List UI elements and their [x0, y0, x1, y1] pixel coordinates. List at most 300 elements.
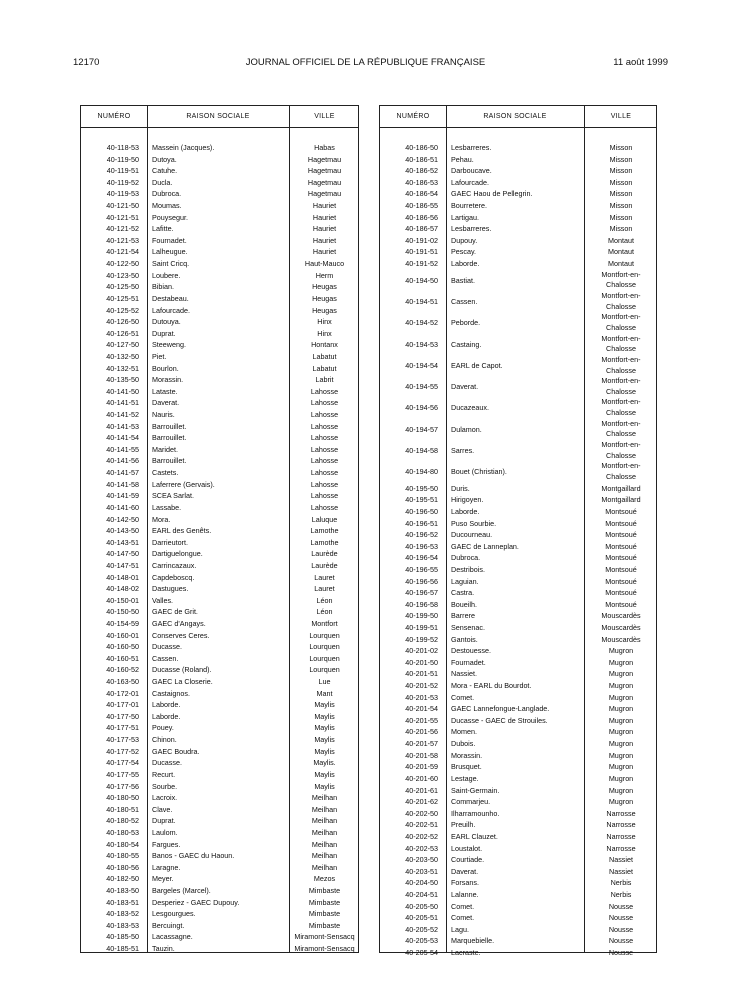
table-row [81, 397, 358, 409]
cell-raison-sociale: Saint Cricq. [152, 259, 190, 269]
cell-numero: 40-143-50 [106, 526, 139, 536]
table-row [81, 943, 358, 955]
cell-numero: 40-119-51 [106, 166, 139, 176]
cell-numero: 40-202-53 [405, 843, 438, 853]
cell-numero: 40-163-50 [106, 677, 139, 687]
cell-ville: Lahosse [310, 502, 339, 512]
cell-ville: Nousse [608, 901, 634, 911]
cell-ville: Nousse [608, 913, 634, 923]
cell-ville: Mouscardès [601, 622, 641, 632]
cell-ville: Lahosse [310, 410, 339, 420]
cell-numero: 40-119-52 [106, 177, 139, 187]
cell-ville: Lahosse [310, 398, 339, 408]
cell-ville: Montfort-en-Chalosse [601, 354, 641, 375]
cell-ville: Montsoué [605, 553, 637, 563]
table-row [380, 212, 656, 224]
cell-ville: Nerbis [610, 890, 632, 899]
cell-raison-sociale: Valles. [152, 595, 174, 605]
cell-raison-sociale: Capdeboscq. [152, 572, 195, 582]
header-numero: NUMÉRO [396, 113, 430, 120]
table-row [81, 653, 358, 665]
cell-ville: Meilhan [311, 793, 338, 803]
cell-raison-sociale: Tauzin. [152, 944, 175, 954]
cell-ville: Misson [609, 166, 633, 176]
cell-ville: Misson [609, 143, 633, 152]
cell-numero: 40-121-53 [106, 235, 139, 245]
table-row [380, 440, 656, 461]
cell-raison-sociale: Fournadet. [152, 235, 187, 245]
publication-date: 11 août 1999 [613, 57, 668, 68]
cell-raison-sociale: Dupouy. [451, 235, 478, 245]
table-row [380, 889, 656, 901]
table-row [380, 564, 656, 576]
cell-numero: 40-177-55 [106, 769, 139, 779]
cell-raison-sociale: Mora. [152, 514, 171, 524]
cell-raison-sociale: Courtiade. [451, 855, 485, 865]
header-numero: NUMÉRO [97, 113, 131, 120]
cell-ville: Léon [316, 595, 333, 605]
table-row [380, 738, 656, 750]
table-row [380, 188, 656, 200]
cell-numero: 40-119-50 [106, 154, 139, 164]
cell-raison-sociale: GAEC d'Angays. [152, 618, 206, 628]
cell-raison-sociale: Bibian. [152, 282, 174, 292]
cell-raison-sociale: Moumas. [152, 201, 182, 211]
cell-raison-sociale: Dartiguelongue. [152, 549, 203, 559]
cell-numero: 40-203-50 [405, 855, 438, 865]
table-row [380, 518, 656, 530]
cell-numero: 40-177-51 [106, 723, 139, 733]
cell-numero: 40-141-54 [106, 433, 139, 443]
cell-ville: Hagetmau [307, 189, 342, 199]
cell-numero: 40-121-50 [106, 201, 139, 211]
table-row [81, 897, 358, 909]
table-row [81, 699, 358, 711]
cell-numero: 40-194-55 [405, 382, 438, 392]
table-row [81, 920, 358, 932]
cell-numero: 40-121-54 [106, 247, 139, 257]
cell-ville: Mugron [608, 773, 634, 783]
cell-numero: 40-125-51 [106, 293, 139, 303]
cell-raison-sociale: Daverat. [451, 382, 479, 392]
cell-ville: Miramont-Sensacq [294, 944, 355, 954]
table-row [81, 862, 358, 874]
cell-ville: Lahosse [310, 433, 339, 443]
cell-ville: Hagetmau [307, 177, 342, 187]
table-row [81, 316, 358, 328]
cell-numero: 40-201-62 [405, 797, 438, 807]
cell-ville: Maylis [314, 746, 335, 756]
table-row [380, 200, 656, 212]
cell-raison-sociale: Lacassagne. [152, 932, 193, 942]
cell-raison-sociale: Laguian. [451, 576, 479, 586]
left-table [80, 105, 359, 953]
cell-raison-sociale: Bouet (Christian). [451, 467, 507, 477]
cell-ville: Montsoué [605, 506, 637, 516]
cell-ville: Montaut [608, 259, 634, 269]
cell-raison-sociale: GAEC Lannefongue-Langlade. [451, 704, 550, 714]
cell-numero: 40-180-55 [106, 851, 139, 861]
cell-numero: 40-194-52 [405, 318, 438, 328]
table-row [380, 657, 656, 669]
cell-numero: 40-196-52 [405, 530, 438, 540]
table-row [81, 281, 358, 293]
cell-numero: 40-135-50 [106, 375, 139, 385]
cell-numero: 40-141-57 [106, 468, 139, 478]
cell-numero: 40-141-56 [106, 456, 139, 466]
cell-raison-sociale: Pehau. [451, 154, 474, 164]
cell-numero: 40-185-50 [106, 932, 139, 942]
table-row [81, 676, 358, 688]
table-row [81, 781, 358, 793]
cell-ville: Lauret [314, 572, 335, 582]
cell-ville: Montfort-en-Chalosse [601, 397, 641, 418]
cell-raison-sociale: Commarjeu. [451, 797, 491, 807]
cell-raison-sociale: Laborde. [451, 506, 480, 516]
cell-ville: Mimbaste [308, 920, 341, 930]
cell-ville: Miramont-Sensacq [294, 932, 355, 942]
cell-ville: Mugron [608, 646, 634, 656]
table-row [81, 293, 358, 305]
cell-raison-sociale: Sarres. [451, 446, 475, 456]
cell-raison-sociale: Laborde. [152, 711, 181, 721]
cell-ville: Maylis [314, 769, 335, 779]
table-row [380, 692, 656, 704]
cell-ville: Hauriet [312, 247, 337, 257]
cell-ville: Hauriet [312, 201, 337, 211]
cell-numero: 40-148-01 [106, 572, 139, 582]
cell-ville: Mugron [608, 785, 634, 795]
cell-raison-sociale: Lassabe. [152, 502, 182, 512]
table-row [380, 235, 656, 247]
cell-ville: Nassiet [609, 855, 633, 865]
cell-ville: Meilhan [311, 827, 338, 837]
cell-raison-sociale: Preuilh. [451, 820, 476, 830]
cell-raison-sociale: Piet. [152, 351, 167, 361]
cell-ville: Meilhan [311, 862, 338, 872]
cell-raison-sociale: EARL Clauzet. [451, 831, 498, 841]
cell-ville: Montsoué [605, 530, 637, 540]
table-row [380, 376, 656, 397]
cell-numero: 40-142-50 [106, 514, 139, 524]
cell-numero: 40-205-51 [405, 913, 438, 923]
table-row [81, 630, 358, 642]
table-row [81, 908, 358, 920]
table-row [81, 223, 358, 235]
cell-ville: Lahosse [310, 468, 339, 478]
table-row [380, 680, 656, 692]
table-row [81, 734, 358, 746]
table-row [81, 479, 358, 491]
cell-ville: Narrosse [606, 808, 636, 818]
table-row [380, 529, 656, 541]
cell-ville: Nousse [608, 936, 634, 946]
table-row [380, 947, 656, 959]
cell-ville: Montfort-en-Chalosse [601, 333, 641, 354]
cell-ville: Lourquen [309, 665, 340, 675]
cell-raison-sociale: Dubroca. [451, 553, 481, 563]
cell-numero: 40-147-51 [106, 560, 139, 570]
cell-numero: 40-201-57 [405, 739, 438, 749]
table-row [380, 541, 656, 553]
cell-numero: 40-150-01 [106, 595, 139, 605]
cell-raison-sociale: Carrincazaux. [152, 560, 197, 570]
cell-numero: 40-186-56 [405, 212, 438, 222]
cell-numero: 40-196-55 [405, 564, 438, 574]
cell-ville: Maylis [314, 723, 335, 733]
table-row [380, 355, 656, 376]
table-row [81, 572, 358, 584]
cell-numero: 40-150-50 [106, 607, 139, 617]
cell-ville: Meilhan [311, 839, 338, 849]
cell-ville: Maylis. [313, 758, 336, 768]
cell-raison-sociale: Mora - EARL du Bourdot. [451, 681, 532, 691]
cell-ville: Montfort-en-Chalosse [601, 376, 641, 396]
table-row [380, 552, 656, 564]
table-row [81, 421, 358, 433]
table-row [380, 246, 656, 258]
cell-numero: 40-119-53 [106, 189, 139, 199]
cell-ville: Hagetmau [307, 166, 342, 176]
cell-raison-sociale: Loubere. [152, 270, 181, 280]
cell-raison-sociale: Bercuingt. [152, 920, 185, 930]
cell-numero: 40-180-53 [106, 827, 139, 837]
header-ville: VILLE [610, 113, 632, 120]
cell-raison-sociale: Comet. [451, 901, 475, 911]
cell-numero: 40-148-02 [106, 584, 139, 594]
cell-raison-sociale: Massein (Jacques). [152, 143, 215, 152]
cell-raison-sociale: Comet. [451, 692, 475, 702]
right-table-header [380, 106, 656, 128]
cell-raison-sociale: Nauris. [152, 410, 175, 420]
table-row [380, 796, 656, 808]
table-row [81, 246, 358, 258]
cell-raison-sociale: Ducla. [152, 177, 173, 187]
cell-numero: 40-201-58 [405, 750, 438, 760]
cell-raison-sociale: Barrouillet. [152, 456, 187, 466]
cell-numero: 40-199-52 [405, 634, 438, 644]
cell-raison-sociale: Dastugues. [152, 584, 189, 594]
cell-ville: Hinx [317, 317, 332, 327]
cell-raison-sociale: Bourlon. [152, 363, 179, 373]
cell-ville: Narrosse [606, 843, 636, 853]
table-row [81, 305, 358, 317]
cell-raison-sociale: Dulamon. [451, 424, 482, 434]
cell-ville: Herm [315, 270, 334, 280]
cell-numero: 40-195-51 [405, 495, 438, 505]
table-row [380, 258, 656, 270]
cell-ville: Mugron [608, 657, 634, 667]
cell-ville: Mugron [608, 762, 634, 772]
cell-raison-sociale: Fargues. [152, 839, 181, 849]
cell-raison-sociale: Duris. [451, 483, 470, 493]
cell-ville: Montsoué [605, 564, 637, 574]
header-ville: VILLE [314, 113, 335, 120]
cell-raison-sociale: Marquebielle. [451, 936, 495, 946]
cell-numero: 40-201-61 [405, 785, 438, 795]
cell-ville: Misson [609, 154, 633, 164]
cell-ville: Lauret [314, 584, 335, 594]
cell-ville: Montsoué [605, 588, 637, 598]
table-row [380, 494, 656, 506]
cell-raison-sociale: Brusquet. [451, 762, 482, 772]
cell-numero: 40-141-51 [106, 398, 139, 408]
table-row [81, 618, 358, 630]
table-row [81, 235, 358, 247]
cell-ville: Maylis [314, 700, 335, 710]
cell-raison-sociale: Pouysegur. [152, 212, 188, 222]
table-row [81, 931, 358, 943]
cell-raison-sociale: Pescay. [451, 247, 477, 257]
table-row [81, 827, 358, 839]
cell-numero: 40-194-57 [405, 424, 438, 434]
cell-raison-sociale: Ducasse (Roland). [152, 665, 212, 675]
table-row [81, 711, 358, 723]
cell-numero: 40-180-56 [106, 862, 139, 872]
cell-ville: Misson [609, 177, 633, 187]
cell-ville: Misson [609, 201, 633, 211]
right-table-body [380, 142, 656, 959]
cell-raison-sociale: Lagu. [451, 924, 469, 934]
cell-numero: 40-180-50 [106, 793, 139, 803]
cell-numero: 40-141-59 [106, 491, 139, 501]
cell-numero: 40-180-54 [106, 839, 139, 849]
cell-numero: 40-123-50 [106, 270, 139, 280]
cell-numero: 40-195-50 [405, 483, 438, 493]
cell-ville: Montsoué [605, 599, 637, 609]
cell-raison-sociale: Dutoya. [152, 154, 177, 164]
cell-numero: 40-132-51 [106, 363, 139, 373]
cell-raison-sociale: Hirigoyen. [451, 495, 484, 505]
cell-raison-sociale: EARL de Capot. [451, 360, 503, 370]
cell-ville: Narrosse [606, 831, 636, 841]
cell-ville: Montgaillard [601, 495, 641, 505]
cell-ville: Misson [609, 212, 633, 222]
table-row [81, 583, 358, 595]
cell-raison-sociale: Castra. [451, 588, 475, 598]
cell-raison-sociale: Ducasse. [152, 758, 182, 768]
table-row [380, 599, 656, 611]
cell-raison-sociale: Destribois. [451, 564, 485, 574]
cell-ville: Mugron [608, 715, 634, 725]
table-row [81, 142, 358, 154]
cell-raison-sociale: Lafourcade. [152, 305, 190, 315]
cell-numero: 40-182-50 [106, 874, 139, 884]
table-row [380, 461, 656, 482]
table-row [81, 154, 358, 166]
table-row [81, 560, 358, 572]
cell-ville: Nousse [608, 924, 634, 934]
cell-ville: Heugas [312, 305, 337, 315]
table-row [81, 339, 358, 351]
cell-numero: 40-183-52 [106, 909, 139, 919]
table-row [81, 757, 358, 769]
cell-raison-sociale: Nassiet. [451, 669, 477, 679]
cell-raison-sociale: Recurt. [152, 769, 176, 779]
header-raison-sociale: RAISON SOCIALE [186, 113, 250, 120]
table-row [380, 843, 656, 855]
cell-raison-sociale: Morassin. [152, 375, 184, 385]
cell-numero: 40-205-50 [405, 901, 438, 911]
cell-raison-sociale: Lataste. [152, 386, 178, 396]
cell-ville: Misson [609, 224, 633, 234]
cell-raison-sociale: Laborde. [451, 259, 480, 269]
cell-numero: 40-118-53 [106, 143, 139, 152]
cell-numero: 40-201-52 [405, 681, 438, 691]
table-row [380, 901, 656, 913]
cell-numero: 40-186-51 [405, 154, 438, 164]
cell-numero: 40-191-51 [405, 247, 438, 257]
table-row [380, 831, 656, 843]
cell-numero: 40-141-55 [106, 444, 139, 454]
cell-numero: 40-194-56 [405, 403, 438, 413]
table-row [81, 351, 358, 363]
cell-numero: 40-196-51 [405, 518, 438, 528]
table-row [380, 866, 656, 878]
cell-ville: Léon [316, 607, 333, 617]
cell-numero: 40-177-01 [106, 700, 139, 710]
cell-numero: 40-183-53 [106, 920, 139, 930]
cell-raison-sociale: Chinon. [152, 735, 177, 745]
cell-raison-sociale: Steeweng. [152, 340, 186, 350]
cell-raison-sociale: Puso Sourbie. [451, 518, 497, 528]
cell-numero: 40-191-52 [405, 259, 438, 269]
cell-ville: Montgaillard [601, 483, 641, 493]
table-row [380, 576, 656, 588]
cell-ville: Hauriet [312, 235, 337, 245]
cell-numero: 40-196-54 [405, 553, 438, 563]
table-row [81, 490, 358, 502]
table-row [380, 291, 656, 312]
cell-raison-sociale: Destouesse. [451, 646, 491, 656]
cell-raison-sociale: Lesgourgues. [152, 909, 196, 919]
cell-raison-sociale: Lesbarreres. [451, 224, 492, 234]
cell-numero: 40-204-51 [405, 890, 438, 899]
cell-raison-sociale: Laferrere (Gervais). [152, 479, 215, 489]
table-row [380, 223, 656, 235]
table-row [81, 792, 358, 804]
cell-ville: Hontanx [311, 340, 338, 350]
cell-numero: 40-201-60 [405, 773, 438, 783]
cell-ville: Mimbaste [308, 897, 341, 907]
cell-raison-sociale: Momen. [451, 727, 477, 737]
cell-numero: 40-154-59 [106, 618, 139, 628]
cell-raison-sociale: Duprat. [152, 816, 176, 826]
table-row [380, 785, 656, 797]
table-row [380, 165, 656, 177]
cell-raison-sociale: Ducasse. [152, 642, 182, 652]
cell-ville: Lamothe [310, 537, 339, 547]
cell-ville: Lahosse [310, 421, 339, 431]
cell-ville: Mugron [608, 669, 634, 679]
cell-numero: 40-141-60 [106, 502, 139, 512]
table-row [81, 409, 358, 421]
cell-numero: 40-186-57 [405, 224, 438, 234]
cell-ville: Montaut [608, 247, 634, 257]
cell-numero: 40-201-54 [405, 704, 438, 714]
cell-ville: Lahosse [310, 444, 339, 454]
table-row [380, 726, 656, 738]
table-row [380, 750, 656, 762]
cell-ville: Heugas [312, 282, 337, 292]
cell-ville: Montsoué [605, 576, 637, 586]
cell-numero: 40-185-51 [106, 944, 139, 954]
cell-raison-sociale: Duprat. [152, 328, 176, 338]
table-row [81, 815, 358, 827]
table-row [380, 506, 656, 518]
table-row [81, 188, 358, 200]
cell-ville: Maylis [314, 711, 335, 721]
